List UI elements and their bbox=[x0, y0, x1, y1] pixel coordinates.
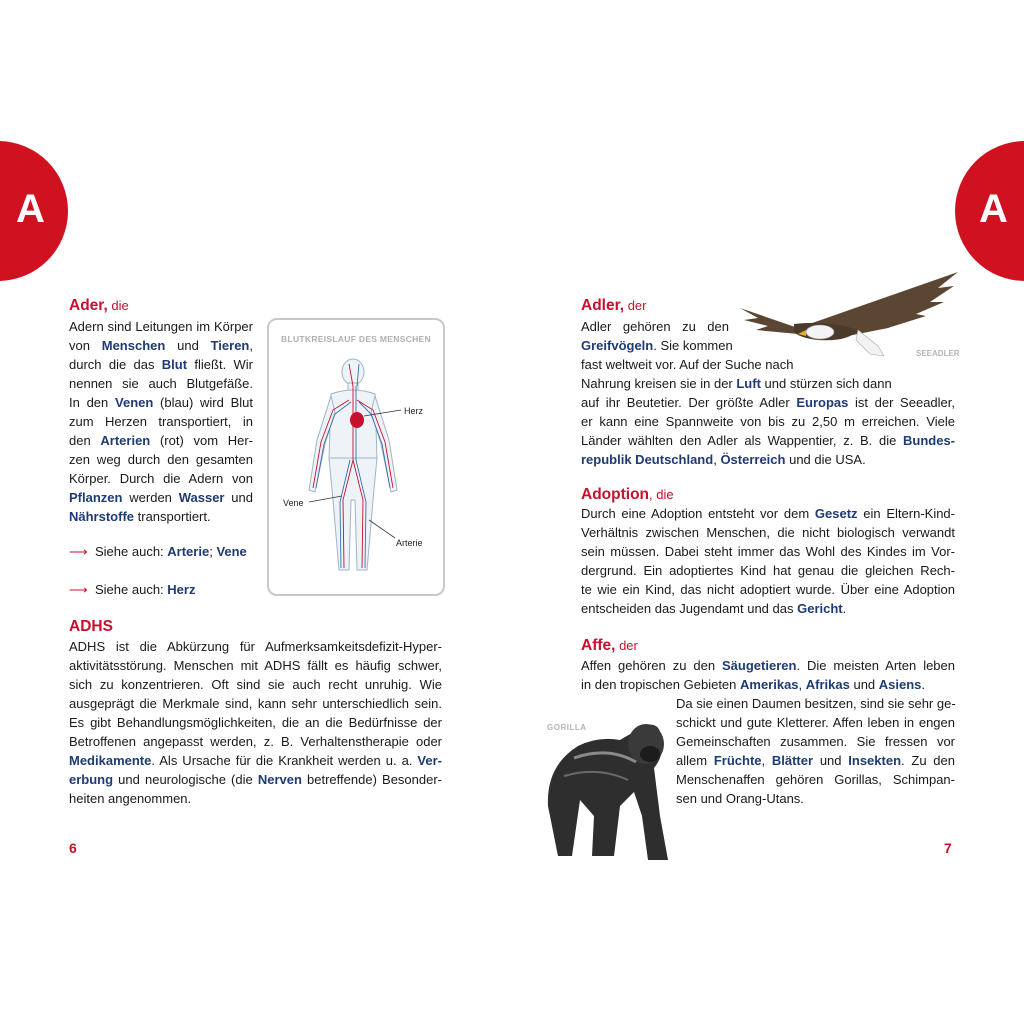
entry-title-adhs bbox=[69, 617, 113, 637]
keyword-link[interactable]: Luft bbox=[736, 376, 761, 391]
keyword-link[interactable]: Pflanzen bbox=[69, 490, 123, 505]
letter-tab-right bbox=[955, 141, 1024, 281]
entry-article: der bbox=[624, 298, 647, 313]
text-line: republik Deutschland, Österreich und die USA. bbox=[581, 452, 866, 467]
label-arterie: Arterie bbox=[396, 538, 423, 548]
keyword-link[interactable]: Arterien bbox=[100, 433, 151, 448]
entry-headword: Ader, bbox=[69, 297, 108, 314]
keyword-link[interactable]: Nerven bbox=[257, 772, 302, 787]
keyword-link[interactable]: Asiens bbox=[878, 677, 922, 692]
text-line: Nährstoffe transportiert. bbox=[69, 509, 211, 524]
text-line: Da sie einen Daumen besitzen, sind sie sehr ge- bbox=[676, 696, 956, 711]
text-line: zen weg durch den gesamten bbox=[69, 452, 253, 467]
text-line: sein müssen. Dabei steht immer das Wohl des Kindes im Vor- bbox=[581, 544, 955, 559]
text-line: Gemeinschaften zusammen. Sie fressen vor bbox=[676, 734, 955, 749]
entry-body-adhs bbox=[69, 637, 442, 808]
text-line: In den Venen (blau) wird Blut bbox=[69, 395, 253, 410]
entry-body-adler-c bbox=[581, 374, 895, 393]
tab-letter: A bbox=[979, 187, 1008, 231]
entry-body-adler-a bbox=[581, 317, 733, 355]
see-also-ader-1: ⟶ Siehe auch: Arterie; Vene bbox=[69, 544, 247, 559]
text-line: Nahrung kreisen sie in der Luft und stürzen sich dann bbox=[581, 376, 892, 391]
keyword-link[interactable]: Insekten bbox=[848, 753, 902, 768]
text-line: Menschenaffen gehören Gorillas, Schimpan- bbox=[676, 772, 955, 787]
label-vene: Vene bbox=[283, 498, 304, 508]
label-herz: Herz bbox=[404, 406, 424, 416]
keyword-link[interactable]: Österreich bbox=[720, 452, 786, 467]
text-line: Affen gehören zu den Säugetieren. Die meisten Arten leben bbox=[581, 658, 955, 673]
keyword-link[interactable]: erbung bbox=[69, 772, 114, 787]
keyword-link[interactable]: Gericht bbox=[797, 601, 843, 616]
entry-body-adler-d bbox=[581, 393, 955, 469]
text-line: sich zu konzentrieren. Oft sind sie auch recht unruhig. Wie bbox=[69, 677, 442, 692]
link-herz[interactable]: Herz bbox=[167, 582, 196, 597]
entry-article: , die bbox=[649, 487, 674, 502]
entry-title-affe bbox=[581, 636, 638, 656]
text-line: fast weltweit vor. Auf der Suche nach bbox=[581, 357, 794, 372]
figure-caption: BLUTKREISLAUF DES MENSCHEN bbox=[281, 334, 431, 344]
entry-title-adler bbox=[581, 296, 646, 316]
text-line: Es gibt Behandlungsmöglichkeiten, die an die Bedürfnisse der bbox=[69, 715, 442, 730]
text-line: Pflanzen werden Wasser und bbox=[69, 490, 253, 505]
link-vene[interactable]: Vene bbox=[216, 544, 247, 559]
text-line: ADHS ist die Abkürzung für Aufmerksamkeitsdefizit-Hyper- bbox=[69, 639, 442, 654]
entry-body-ader bbox=[69, 317, 253, 526]
text-line: Betroffenen angepasst werden, z. B. Verhaltenstherapie oder bbox=[69, 734, 442, 749]
text-line: ausgeprägt die Merkmale sind, kann sehr unterschiedlich sein. bbox=[69, 696, 442, 711]
letter-tab-left bbox=[0, 141, 68, 281]
gorilla-illustration bbox=[528, 696, 674, 866]
image-caption-gorilla: GORILLA bbox=[547, 723, 587, 732]
keyword-link[interactable]: Ver- bbox=[417, 753, 442, 768]
entry-title-ader bbox=[69, 296, 129, 316]
text-line: Länder wählten den Adler als Wappentier, z. B. die Bundes- bbox=[581, 433, 955, 448]
text-line: Verhältnis zwischen Menschen, die nicht biologisch verwandt bbox=[581, 525, 955, 540]
text-line: von Menschen und Tieren, bbox=[69, 338, 253, 353]
entry-article: die bbox=[107, 298, 129, 313]
keyword-link[interactable]: republik Deutschland bbox=[581, 452, 714, 467]
see-also-ader-2: ⟶ Siehe auch: Herz bbox=[69, 582, 196, 597]
text-line: auf ihr Beutetier. Der größte Adler Europas ist der Seeadler, bbox=[581, 395, 955, 410]
sea-eagle-illustration bbox=[738, 268, 962, 364]
link-arterie[interactable]: Arterie bbox=[167, 544, 210, 559]
entry-headword: Adler, bbox=[581, 297, 625, 314]
keyword-link[interactable]: Venen bbox=[115, 395, 154, 410]
blood-circulation-figure bbox=[267, 318, 445, 596]
text-line: nennen sie auch Blutgefäße. bbox=[69, 376, 253, 391]
keyword-link[interactable]: Menschen bbox=[101, 338, 166, 353]
tab-letter: A bbox=[16, 187, 45, 231]
text-line: Durch eine Adoption entsteht vor dem Gesetz ein Eltern-Kind- bbox=[581, 506, 955, 521]
keyword-link[interactable]: Amerikas bbox=[740, 677, 799, 692]
text-line: sen und Orang-Utans. bbox=[676, 791, 804, 806]
arrow-icon: ⟶ bbox=[69, 582, 88, 597]
page-number-right: 7 bbox=[944, 840, 952, 856]
keyword-link[interactable]: Blätter bbox=[771, 753, 814, 768]
text-line: dergrund. Ein adoptiertes Kind hat genau die gleichen Rech- bbox=[581, 563, 955, 578]
text-line: Adern sind Leitungen im Körper bbox=[69, 319, 253, 334]
text-line: heiten angenommen. bbox=[69, 791, 192, 806]
text-line: Medikamente. Als Ursache für die Krankheit werden u. a. Ver- bbox=[69, 753, 442, 768]
arrow-icon: ⟶ bbox=[69, 544, 88, 559]
text-line: Adler gehören zu den bbox=[581, 319, 729, 334]
text-line: den Arterien (rot) vom Her- bbox=[69, 433, 253, 448]
keyword-link[interactable]: Wasser bbox=[178, 490, 225, 505]
entry-headword: Affe, bbox=[581, 637, 616, 654]
entry-body-adoption bbox=[581, 504, 955, 618]
entry-headword: ADHS bbox=[69, 618, 113, 635]
image-caption-seeadler: SEEADLER bbox=[916, 349, 960, 358]
keyword-link[interactable]: Blut bbox=[161, 357, 188, 372]
text-line: Körper. Durch die Adern von bbox=[69, 471, 253, 486]
text-line: aktivitätsstörung. Menschen mit ADHS fällt es häufig schwer, bbox=[69, 658, 442, 673]
keyword-link[interactable]: Bundes- bbox=[903, 433, 955, 448]
text-line: entscheiden das Jugendamt und das Gericht. bbox=[581, 601, 847, 616]
text-line: erbung und neurologische (die Nerven betreffende) Besonder- bbox=[69, 772, 442, 787]
text-line: zum Herzen transportiert, in bbox=[69, 414, 253, 429]
text-line: Greifvögeln. Sie kommen bbox=[581, 338, 733, 353]
keyword-link[interactable]: Europas bbox=[796, 395, 849, 410]
keyword-link[interactable]: Afrikas bbox=[805, 677, 850, 692]
text-line: schickt und gute Kletterer. Affen leben in engen bbox=[676, 715, 955, 730]
keyword-link[interactable]: Greifvögeln bbox=[581, 338, 654, 353]
keyword-link[interactable]: Medikamente bbox=[69, 753, 152, 768]
entry-body-affe-a bbox=[581, 656, 955, 694]
text-line: te wie ein Kind, das nicht adoptiert wurde. Über eine Adoption bbox=[581, 582, 955, 597]
text-line: durch die das Blut fließt. Wir bbox=[69, 357, 253, 372]
page-number-left: 6 bbox=[69, 840, 77, 856]
entry-headword: Adoption bbox=[581, 486, 650, 503]
keyword-link[interactable]: Säugetieren bbox=[722, 658, 797, 673]
text-line: allem Früchte, Blätter und Insekten. Zu den bbox=[676, 753, 955, 768]
text-line: er kann eine Spannweite von bis zu 2,50 m erreichen. Viele bbox=[581, 414, 955, 429]
entry-title-adoption bbox=[581, 485, 674, 505]
entry-body-adler-b bbox=[581, 355, 803, 374]
keyword-link[interactable]: Tieren bbox=[210, 338, 250, 353]
human-body-illustration bbox=[269, 320, 443, 594]
keyword-link[interactable]: Gesetz bbox=[814, 506, 858, 521]
keyword-link[interactable]: Früchte bbox=[713, 753, 762, 768]
keyword-link[interactable]: Nährstoffe bbox=[69, 509, 135, 524]
entry-article: der bbox=[615, 638, 638, 653]
text-line: in den tropischen Gebieten Amerikas, Afrikas und Asiens. bbox=[581, 677, 926, 692]
entry-body-affe-b bbox=[676, 694, 955, 808]
